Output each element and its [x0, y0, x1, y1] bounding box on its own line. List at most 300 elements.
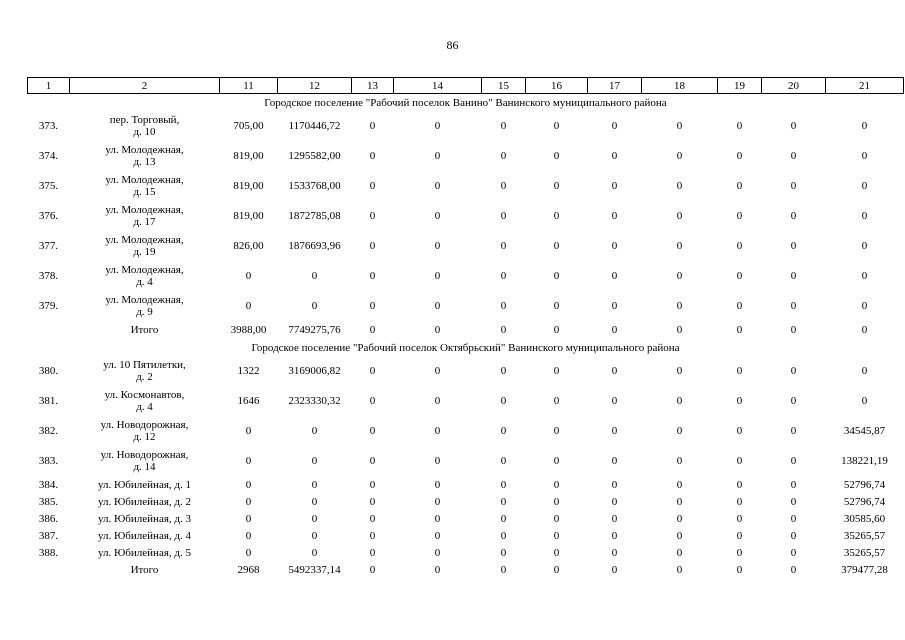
value-cell: 0: [500, 270, 507, 282]
value-cell: 0: [434, 270, 441, 282]
total-value-cell: 0: [676, 324, 683, 336]
table-row: [28, 231, 904, 261]
address-line-1: ул. Новодорожная,: [100, 419, 189, 431]
value-cell: 0: [736, 120, 743, 132]
address-cell: [70, 111, 220, 141]
address-cell: [70, 476, 220, 493]
value-cell: 0: [311, 425, 318, 437]
value-cell: 0: [676, 455, 683, 467]
address-line-1: ул. Молодежная,: [105, 144, 184, 156]
value-cell: 0: [500, 210, 507, 222]
value-cell: 0: [369, 425, 376, 437]
value-cell: 0: [861, 120, 868, 132]
value-cell: 0: [736, 455, 743, 467]
value-cell: 0: [369, 150, 376, 162]
address-cell: [70, 493, 220, 510]
table-row: [28, 261, 904, 291]
value-cell: 0: [369, 270, 376, 282]
total-value-cell: 0: [861, 324, 868, 336]
value-cell: 0: [790, 546, 797, 559]
row-number: 384.: [38, 478, 59, 491]
value-cell: 0: [553, 478, 560, 491]
table-body: [28, 78, 904, 580]
value-cell: 0: [434, 240, 441, 252]
value-cell: 0: [611, 529, 618, 542]
total-value-cell: 3988,00: [230, 324, 267, 336]
value-cell: 705,00: [233, 120, 264, 132]
value-cell: 0: [369, 529, 376, 542]
value-cell: 0: [434, 395, 441, 407]
value-cell: 0: [500, 425, 507, 437]
value-cell: 0: [500, 529, 507, 542]
address-cell: [70, 386, 220, 416]
value-cell: 0: [553, 365, 560, 377]
value-cell: 0: [500, 150, 507, 162]
value-cell: 0: [311, 495, 318, 508]
value-cell: 1170446,72: [288, 120, 341, 132]
value-cell: 0: [676, 512, 683, 525]
row-number: 378.: [38, 270, 59, 282]
column-header: 15: [482, 78, 526, 94]
value-cell: 0: [790, 150, 797, 162]
table-row: [28, 446, 904, 476]
total-value-cell: 0: [611, 324, 618, 336]
column-header: 14: [394, 78, 482, 94]
address-line-2: д. 15: [133, 186, 156, 198]
value-cell: 0: [611, 395, 618, 407]
value-cell: 0: [861, 365, 868, 377]
value-cell: 0: [311, 529, 318, 542]
address-cell: [70, 510, 220, 527]
value-cell: 0: [790, 455, 797, 467]
address-line-1: ул. Юбилейная, д. 1: [98, 478, 191, 491]
value-cell: 0: [311, 270, 318, 282]
value-cell: 0: [611, 495, 618, 508]
address-line-2: д. 17: [133, 216, 156, 228]
address-line-1: ул. Юбилейная, д. 4: [98, 529, 191, 542]
value-cell: 0: [369, 365, 376, 377]
address-line-2: д. 4: [136, 276, 153, 288]
value-cell: 0: [790, 300, 797, 312]
value-cell: 0: [790, 270, 797, 282]
address-line-1: ул. Молодежная,: [105, 294, 184, 306]
value-cell: 0: [790, 425, 797, 437]
row-number: 388.: [38, 546, 59, 559]
value-cell: 0: [736, 512, 743, 525]
total-number-cell: [28, 321, 70, 339]
value-cell: 0: [500, 478, 507, 491]
value-cell: 0: [611, 425, 618, 437]
table-row: [28, 171, 904, 201]
column-header: 19: [718, 78, 762, 94]
value-cell: 0: [790, 395, 797, 407]
value-cell: 0: [311, 512, 318, 525]
address-cell: [70, 544, 220, 561]
value-cell: 0: [736, 180, 743, 192]
address-line-1: ул. Молодежная,: [105, 264, 184, 276]
value-cell: 0: [369, 512, 376, 525]
value-cell: 0: [553, 395, 560, 407]
value-cell: 0: [369, 300, 376, 312]
value-cell: 0: [245, 546, 252, 559]
total-value-cell: 0: [611, 564, 618, 576]
value-cell: 0: [553, 120, 560, 132]
address-line-2: д. 12: [133, 431, 156, 443]
column-header: 13: [352, 78, 394, 94]
value-cell: 0: [434, 546, 441, 559]
value-cell: 0: [500, 180, 507, 192]
value-cell: 0: [369, 180, 376, 192]
value-cell: 1533768,00: [288, 180, 341, 192]
value-cell: 0: [311, 455, 318, 467]
address-line-2: д. 4: [136, 401, 153, 413]
value-cell: 52796,74: [843, 495, 886, 508]
section-title: Городское поселение "Рабочий поселок Октябрьский" Ванинского муниципального района: [251, 341, 680, 354]
value-cell: 0: [736, 495, 743, 508]
address-cell: [70, 171, 220, 201]
address-line-2: д. 14: [133, 461, 156, 473]
table-row: [28, 544, 904, 561]
value-cell: 0: [611, 512, 618, 525]
address-line-1: ул. 10 Пятилетки,: [103, 359, 186, 371]
value-cell: 0: [500, 240, 507, 252]
address-line-1: пер. Торговый,: [109, 114, 180, 126]
value-cell: 0: [553, 210, 560, 222]
address-line-1: ул. Космонавтов,: [104, 389, 185, 401]
value-cell: 0: [434, 529, 441, 542]
row-number: 383.: [38, 455, 59, 467]
table-row: [28, 527, 904, 544]
total-value-cell: 2968: [237, 564, 260, 576]
table-row: [28, 386, 904, 416]
value-cell: 0: [245, 300, 252, 312]
value-cell: 0: [434, 180, 441, 192]
value-cell: 0: [676, 270, 683, 282]
value-cell: 0: [736, 300, 743, 312]
address-line-2: д. 13: [133, 156, 156, 168]
row-number: 377.: [38, 240, 59, 252]
value-cell: 0: [553, 240, 560, 252]
value-cell: 0: [611, 478, 618, 491]
value-cell: 0: [434, 150, 441, 162]
value-cell: 0: [553, 270, 560, 282]
value-cell: 0: [676, 300, 683, 312]
value-cell: 0: [736, 425, 743, 437]
data-table: [27, 77, 904, 579]
value-cell: 819,00: [233, 210, 264, 222]
value-cell: 3169006,82: [288, 365, 341, 377]
value-cell: 0: [676, 529, 683, 542]
row-number: 373.: [38, 120, 59, 132]
value-cell: 0: [434, 210, 441, 222]
value-cell: 0: [611, 210, 618, 222]
address-cell: [70, 416, 220, 446]
value-cell: 0: [369, 546, 376, 559]
row-number: 381.: [38, 395, 59, 407]
value-cell: 0: [369, 120, 376, 132]
value-cell: 0: [611, 180, 618, 192]
value-cell: 0: [500, 455, 507, 467]
value-cell: 0: [736, 395, 743, 407]
value-cell: 30585,60: [843, 512, 886, 525]
value-cell: 0: [611, 240, 618, 252]
value-cell: 0: [736, 529, 743, 542]
value-cell: 0: [245, 512, 252, 525]
total-value-cell: 0: [434, 324, 441, 336]
value-cell: 0: [611, 300, 618, 312]
value-cell: 0: [245, 425, 252, 437]
value-cell: 0: [500, 395, 507, 407]
total-value-cell: 0: [500, 564, 507, 576]
value-cell: 0: [245, 478, 252, 491]
value-cell: 0: [553, 455, 560, 467]
column-header: 16: [526, 78, 588, 94]
value-cell: 0: [736, 150, 743, 162]
total-value-cell: 0: [369, 324, 376, 336]
value-cell: 0: [311, 300, 318, 312]
value-cell: 0: [790, 478, 797, 491]
total-label: Итого: [130, 564, 159, 576]
total-value-cell: 0: [736, 564, 743, 576]
value-cell: 0: [790, 210, 797, 222]
value-cell: 0: [500, 300, 507, 312]
value-cell: 0: [553, 512, 560, 525]
total-value-cell: 0: [790, 324, 797, 336]
column-header: 20: [762, 78, 826, 94]
value-cell: 0: [434, 512, 441, 525]
value-cell: 0: [676, 180, 683, 192]
total-value-cell: 0: [369, 564, 376, 576]
section-title: Городское поселение "Рабочий поселок Ванино" Ванинского муниципального района: [264, 96, 667, 109]
total-value-cell: 7749275,76: [288, 324, 341, 336]
value-cell: 0: [611, 365, 618, 377]
value-cell: 0: [790, 495, 797, 508]
value-cell: 1295582,00: [288, 150, 341, 162]
row-number: 379.: [38, 300, 59, 312]
row-number: 387.: [38, 529, 59, 542]
value-cell: 1876693,96: [288, 240, 341, 252]
address-line-2: д. 9: [136, 306, 153, 318]
value-cell: 0: [861, 210, 868, 222]
value-cell: 0: [245, 270, 252, 282]
value-cell: 0: [500, 512, 507, 525]
total-value-cell: 0: [434, 564, 441, 576]
value-cell: 0: [434, 365, 441, 377]
value-cell: 819,00: [233, 180, 264, 192]
value-cell: 0: [369, 240, 376, 252]
value-cell: 34545,87: [843, 425, 886, 437]
address-line-2: д. 10: [133, 126, 156, 138]
value-cell: 0: [500, 546, 507, 559]
address-cell: [70, 356, 220, 386]
value-cell: 0: [434, 478, 441, 491]
value-cell: 35265,57: [843, 546, 886, 559]
value-cell: 0: [861, 150, 868, 162]
value-cell: 0: [434, 455, 441, 467]
row-number: 386.: [38, 512, 59, 525]
value-cell: 0: [736, 240, 743, 252]
value-cell: 0: [861, 395, 868, 407]
value-cell: 0: [736, 270, 743, 282]
value-cell: 0: [369, 455, 376, 467]
value-cell: 35265,57: [843, 529, 886, 542]
value-cell: 138221,19: [841, 455, 888, 467]
value-cell: 0: [500, 120, 507, 132]
value-cell: 0: [790, 180, 797, 192]
column-header: 21: [826, 78, 904, 94]
value-cell: 52796,74: [843, 478, 886, 491]
value-cell: 0: [369, 495, 376, 508]
value-cell: 0: [553, 425, 560, 437]
section-title-row: [28, 94, 904, 112]
value-cell: 0: [369, 395, 376, 407]
address-line-1: ул. Молодежная,: [105, 174, 184, 186]
value-cell: 0: [311, 478, 318, 491]
total-row: [28, 561, 904, 579]
total-value-cell: 0: [553, 564, 560, 576]
value-cell: 0: [553, 180, 560, 192]
value-cell: 0: [736, 546, 743, 559]
value-cell: 0: [861, 270, 868, 282]
value-cell: 1646: [237, 395, 260, 407]
value-cell: 0: [553, 300, 560, 312]
value-cell: 1872785,08: [288, 210, 341, 222]
table-row: [28, 291, 904, 321]
value-cell: 0: [736, 478, 743, 491]
address-line-1: ул. Юбилейная, д. 3: [98, 512, 191, 525]
address-cell: [70, 261, 220, 291]
value-cell: 0: [790, 240, 797, 252]
address-cell: [70, 201, 220, 231]
value-cell: 0: [245, 495, 252, 508]
table-row: [28, 356, 904, 386]
value-cell: 0: [245, 529, 252, 542]
address-line-2: д. 2: [136, 371, 153, 383]
value-cell: 0: [434, 300, 441, 312]
row-number: 385.: [38, 495, 59, 508]
total-value-cell: 0: [500, 324, 507, 336]
value-cell: 0: [676, 395, 683, 407]
value-cell: 826,00: [233, 240, 264, 252]
address-line-1: ул. Юбилейная, д. 5: [98, 546, 191, 559]
row-number: 380.: [38, 365, 59, 377]
value-cell: 0: [676, 546, 683, 559]
value-cell: 0: [500, 495, 507, 508]
value-cell: 0: [611, 546, 618, 559]
table-row: [28, 493, 904, 510]
value-cell: 0: [861, 240, 868, 252]
value-cell: 0: [790, 529, 797, 542]
value-cell: 0: [553, 495, 560, 508]
value-cell: 0: [676, 120, 683, 132]
value-cell: 0: [553, 529, 560, 542]
value-cell: 0: [434, 495, 441, 508]
column-header: 12: [278, 78, 352, 94]
table-header-row: [28, 78, 904, 94]
total-value-cell: 5492337,14: [288, 564, 341, 576]
value-cell: 0: [790, 365, 797, 377]
total-label: Итого: [130, 324, 159, 336]
value-cell: 0: [676, 365, 683, 377]
column-header: 1: [28, 78, 70, 94]
address-cell: [70, 141, 220, 171]
row-number: 376.: [38, 210, 59, 222]
table-row: [28, 476, 904, 493]
value-cell: 1322: [237, 365, 260, 377]
table-row: [28, 111, 904, 141]
page-number: 86: [446, 38, 459, 52]
value-cell: 0: [611, 120, 618, 132]
address-cell: [70, 446, 220, 476]
address-cell: [70, 527, 220, 544]
row-number: 374.: [38, 150, 59, 162]
value-cell: 0: [611, 150, 618, 162]
address-line-1: ул. Новодорожная,: [100, 449, 189, 461]
table-row: [28, 510, 904, 527]
total-number-cell: [28, 561, 70, 579]
value-cell: 0: [676, 478, 683, 491]
value-cell: 819,00: [233, 150, 264, 162]
value-cell: 0: [434, 120, 441, 132]
total-value-cell: 0: [553, 324, 560, 336]
column-header: 11: [220, 78, 278, 94]
table-row: [28, 416, 904, 446]
value-cell: 0: [245, 455, 252, 467]
total-row: [28, 321, 904, 339]
total-value-cell: 379477,28: [841, 564, 888, 576]
table-row: [28, 141, 904, 171]
value-cell: 0: [736, 210, 743, 222]
column-header: 18: [642, 78, 718, 94]
value-cell: 0: [369, 210, 376, 222]
section-title-row: [28, 339, 904, 356]
value-cell: 0: [861, 180, 868, 192]
value-cell: 0: [676, 150, 683, 162]
value-cell: 0: [676, 210, 683, 222]
value-cell: 0: [611, 270, 618, 282]
value-cell: 0: [736, 365, 743, 377]
value-cell: 0: [434, 425, 441, 437]
address-line-1: ул. Юбилейная, д. 2: [98, 495, 191, 508]
value-cell: 0: [311, 546, 318, 559]
row-number: 382.: [38, 425, 59, 437]
value-cell: 0: [861, 300, 868, 312]
table-row: [28, 201, 904, 231]
total-value-cell: 0: [736, 324, 743, 336]
address-line-2: д. 19: [133, 246, 156, 258]
value-cell: 0: [369, 478, 376, 491]
column-header: 17: [588, 78, 642, 94]
value-cell: 0: [611, 455, 618, 467]
total-value-cell: 0: [790, 564, 797, 576]
row-number: 375.: [38, 180, 59, 192]
total-value-cell: 0: [676, 564, 683, 576]
value-cell: 0: [553, 546, 560, 559]
value-cell: 0: [676, 425, 683, 437]
address-line-1: ул. Молодежная,: [105, 204, 184, 216]
value-cell: 0: [790, 120, 797, 132]
value-cell: 2323330,32: [288, 395, 341, 407]
value-cell: 0: [790, 512, 797, 525]
column-header: 2: [70, 78, 220, 94]
address-cell: [70, 291, 220, 321]
address-line-1: ул. Молодежная,: [105, 234, 184, 246]
value-cell: 0: [500, 365, 507, 377]
address-cell: [70, 231, 220, 261]
value-cell: 0: [676, 240, 683, 252]
value-cell: 0: [676, 495, 683, 508]
value-cell: 0: [553, 150, 560, 162]
